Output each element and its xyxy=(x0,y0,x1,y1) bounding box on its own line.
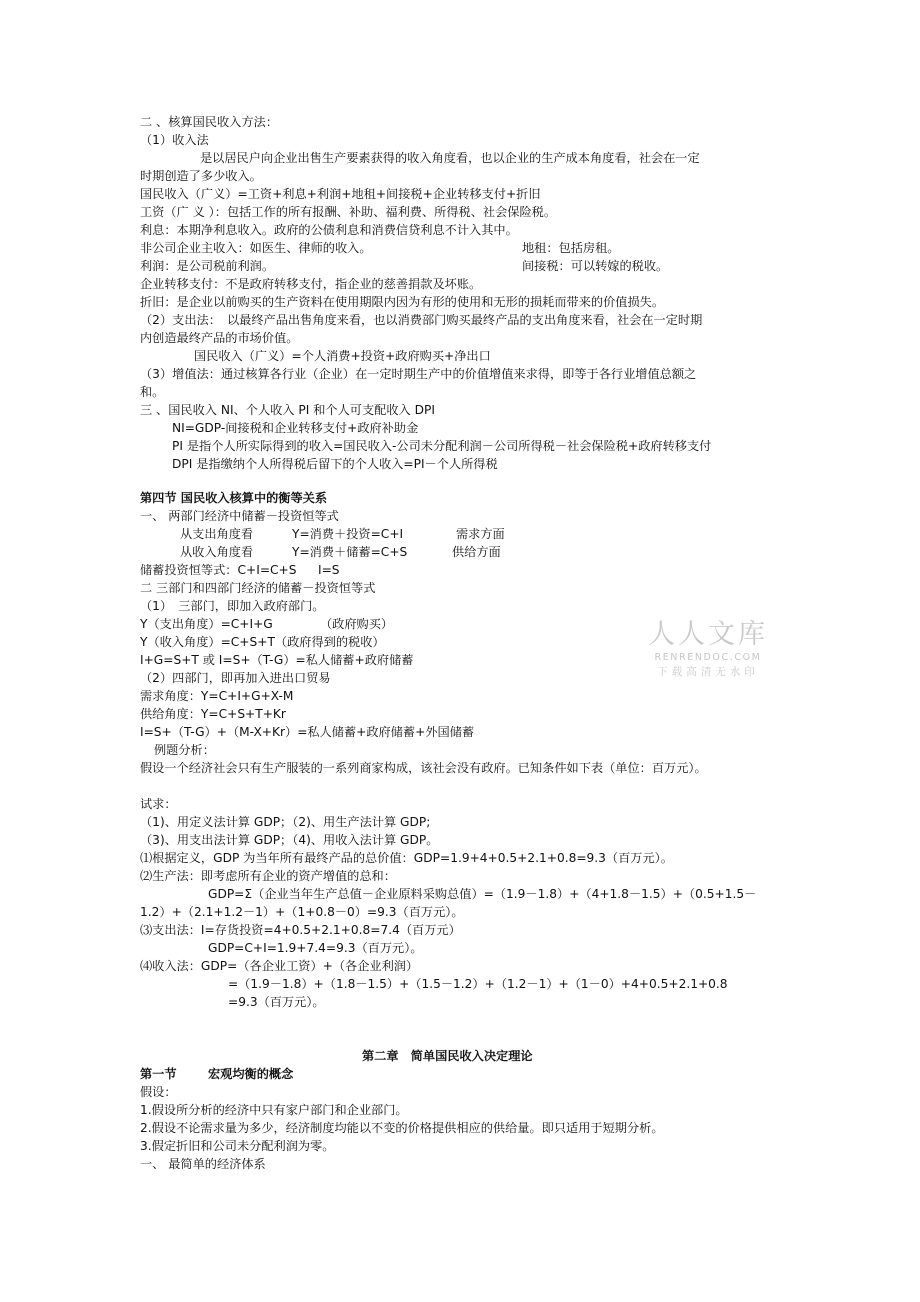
paragraph-line: （2）四部门，即再加入进出口贸易 xyxy=(140,671,331,685)
subheading: 一、 最简单的经济体系 xyxy=(140,1157,266,1171)
paragraph-line: 从支出角度看 xyxy=(180,527,254,541)
formula-line: ⑴根据定义，GDP 为当年所有最终产品的总价值：GDP=1.9+4+0.5+2.1+0.8=9.3（百万元）。 xyxy=(140,851,673,865)
paragraph-line: 是以居民户向企业出售生产要素获得的收入角度看，也以企业的生产成本角度看，社会在一定 xyxy=(200,151,700,165)
paragraph-line: 企业转移支付：不是政府转移支付，指企业的慈善捐款及坏账。 xyxy=(140,277,482,291)
subheading-income-method: （1）收入法 xyxy=(140,133,209,147)
section-title: 第四节 国民收入核算中的衡等关系 xyxy=(140,491,328,505)
formula-line: Y（收入角度）=C+S+T（政府得到的税收） xyxy=(140,635,385,649)
paragraph-line: 时期创造了多少收入。 xyxy=(140,169,262,183)
paragraph-line: 1.假设所分析的经济中只有家户部门和企业部门。 xyxy=(140,1103,408,1117)
paragraph-line: 间接税：可以转嫁的税收。 xyxy=(522,259,669,273)
formula-line: Y（支出角度）=C+I+G xyxy=(140,617,273,631)
formula-line: 供给角度：Y=C+S+T+Kr xyxy=(140,707,286,721)
paragraph-line: 折旧：是企业以前购买的生产资料在使用期限内因为有形的使用和无形的损耗而带来的价值损失。 xyxy=(140,295,665,309)
formula-line: ⑶支出法：I=存货投资=4+0.5+2.1+0.8=7.4（百万元） xyxy=(140,923,461,937)
formula-line: 需求角度：Y=C+I+G+X-M xyxy=(140,689,294,703)
formula-line: 国民收入（广义）=个人消费+投资+政府购买+净出口 xyxy=(194,349,491,363)
paragraph-line: 试求： xyxy=(140,797,177,811)
section-heading: 三 、国民收入 NI、个人收入 PI 和个人可支配收入 DPI xyxy=(140,403,435,417)
paragraph-line: 供给方面 xyxy=(452,545,501,559)
formula-line: =9.3（百万元）。 xyxy=(228,995,325,1009)
formula-line: Y=消费＋储蓄=C+S xyxy=(292,545,408,559)
paragraph-line: （3)、用支出法计算 GDP；（4)、用收入法计算 GDP。 xyxy=(140,833,439,847)
section-title: 第一节 xyxy=(140,1067,177,1081)
paragraph-line: 地租：包括房租。 xyxy=(522,241,620,255)
paragraph-line: ⑵生产法：即考虑所有企业的资产增值的总和： xyxy=(140,869,396,883)
paragraph-line: （政府购买） xyxy=(320,617,394,631)
paragraph-line: 非公司企业主收入：如医生、律师的收入。 xyxy=(140,241,372,255)
paragraph-line: （1） 三部门，即加入政府部门。 xyxy=(140,599,325,613)
formula-line: DPI 是指缴纳个人所得税后留下的个人收入=PI－个人所得税 xyxy=(172,457,498,471)
formula-line: Y=消费＋投资=C+I xyxy=(292,527,404,541)
subheading: 一、 两部门经济中储蓄－投资恒等式 xyxy=(140,509,339,523)
subheading: 二 三部门和四部门经济的储蓄－投资恒等式 xyxy=(140,581,376,595)
formula-line: ⑷收入法：GDP=（各企业工资）+（各企业利润） xyxy=(140,959,419,973)
watermark-site: RENRENDOC.COM xyxy=(654,652,762,663)
paragraph-line: 从收入角度看 xyxy=(180,545,254,559)
watermark-tagline: 下载高清无水印 xyxy=(657,666,759,678)
paragraph-line: 内创造最终产品的市场价值。 xyxy=(140,331,299,345)
formula-line: I=S+（T-G）+（M-X+Kr）=私人储蓄+政府储蓄+外国储蓄 xyxy=(140,725,475,739)
section-title: 宏观均衡的概念 xyxy=(208,1067,294,1081)
paragraph-line: 例题分析： xyxy=(154,743,215,757)
formula-line: 国民收入（广义）=工资+利息+利润+地租+间接税+企业转移支付+折旧 xyxy=(140,187,541,201)
formula-line: GDP=C+I=1.9+7.4=9.3（百万元）。 xyxy=(208,941,423,955)
paragraph-line: 需求方面 xyxy=(456,527,505,541)
watermark-title: 人人文库 xyxy=(648,619,768,650)
formula-line: 储蓄投资恒等式：C+I=C+S xyxy=(140,563,297,577)
paragraph-line: 2.假设不论需求量为多少，经济制度均能以不变的价格提供相应的供给量。即只适用于短期分析。 xyxy=(140,1121,664,1135)
paragraph-line: 假设一个经济社会只有生产服装的一系列商家构成，该社会没有政府。已知条件如下表（单位：百万元）。 xyxy=(140,761,707,775)
formula-line: I+G=S+T 或 I=S+（T-G）=私人储蓄+政府储蓄 xyxy=(140,653,414,667)
paragraph-line: 利息：本期净利息收入。政府的公债利息和消费信贷利息不计入其中。 xyxy=(140,223,518,237)
paragraph-line: 3.假定折旧和公司未分配利润为零。 xyxy=(140,1139,335,1153)
paragraph-line: 和。 xyxy=(140,385,165,399)
formula-line: GDP=Σ（企业当年生产总值－企业原料采购总值）=（1.9－1.8）+（4+1.8－1.5）+（0.5+1.5－ xyxy=(208,887,757,901)
chapter-title: 第二章 简单国民收入决定理论 xyxy=(362,1049,533,1063)
paragraph-line: 利润：是公司税前利润。 xyxy=(140,259,275,273)
formula-line: =（1.9－1.8）+（1.8－1.5）+（1.5－1.2）+（1.2－1）+（1－0）+4+0.5+2.1+0.8 xyxy=(228,977,728,991)
formula-line: NI=GDP-间接税和企业转移支付+政府补助金 xyxy=(172,421,419,435)
paragraph-line: （3）增值法：通过核算各行业（企业）在一定时期生产中的价值增值来求得，即等于各行业增值总额之 xyxy=(140,367,697,381)
section-heading: 二 、核算国民收入方法： xyxy=(140,115,278,129)
paragraph-line: （2）支出法： 以最终产品出售角度来看，也以消费部门购买最终产品的支出角度来看，社会在一定时期 xyxy=(140,313,703,327)
paragraph-line: 工资（广 义 ）：包括工作的所有报酬、补助、福利费、所得税、社会保险税。 xyxy=(140,205,557,219)
formula-line: PI 是指个人所实际得到的收入=国民收入-公司未分配利润－公司所得税－社会保险税+政府转移支付 xyxy=(172,439,712,453)
formula-line: I=S xyxy=(318,563,340,577)
paragraph-line: （1)、用定义法计算 GDP；（2)、用生产法计算 GDP; xyxy=(140,815,431,829)
formula-line: 1.2）+（2.1+1.2－1）+（1+0.8－0）=9.3（百万元）。 xyxy=(140,905,464,919)
watermark xyxy=(646,618,770,680)
paragraph-line: 假设： xyxy=(140,1085,177,1099)
